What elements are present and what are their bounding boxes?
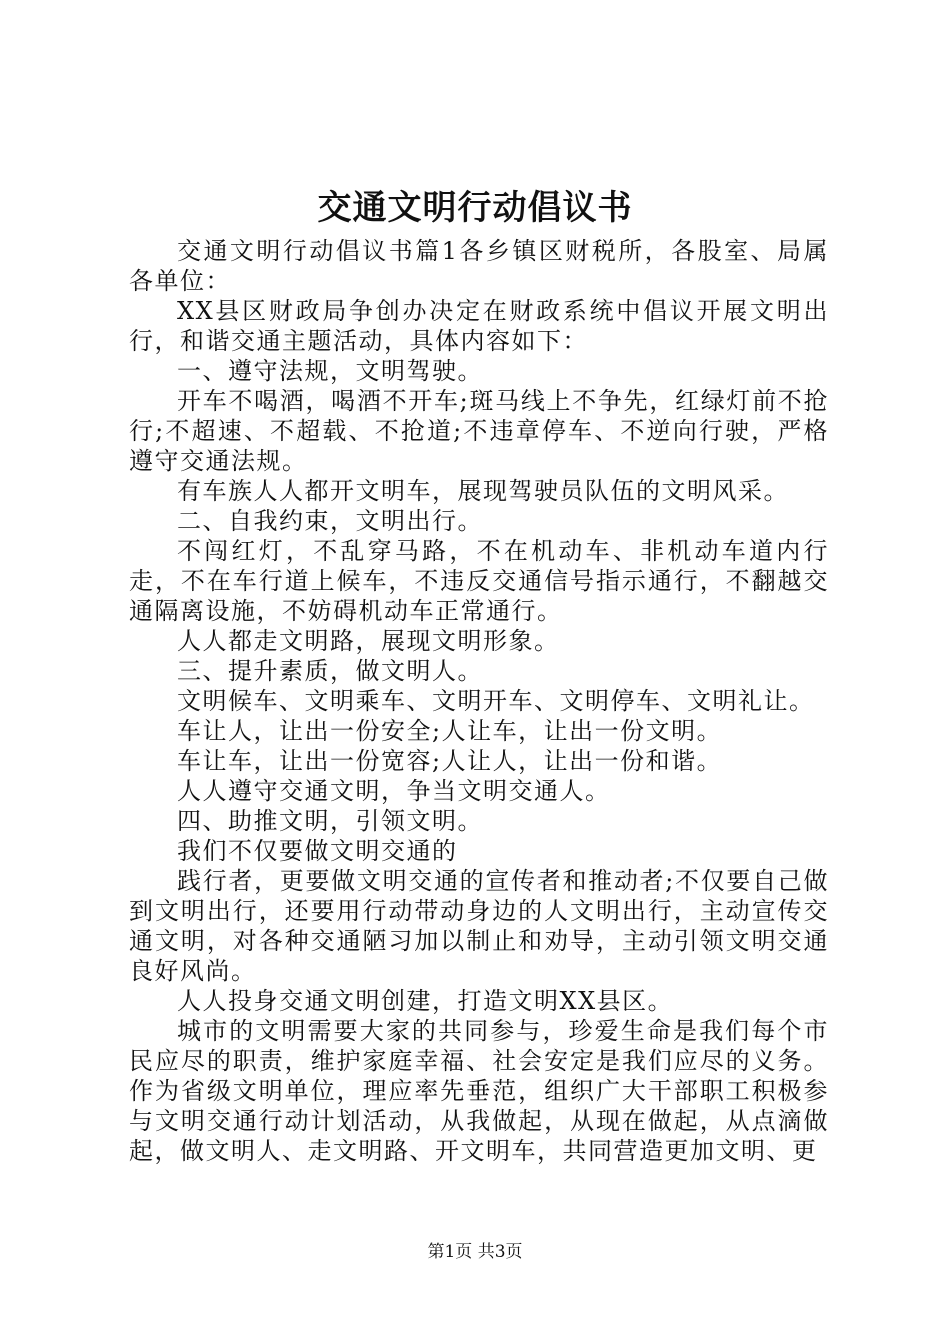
paragraph: 有车族人人都开文明车，展现驾驶员队伍的文明风采。 (177, 477, 789, 505)
paragraph: 车让车，让出一份宽容;人让人，让出一份和谐。 (177, 747, 723, 775)
paragraph: 城市的文明需要大家的共同参与，珍爱生命是我们每个市民应尽的职责，维护家庭幸福、社会安定是我们应尽的义务。作为省级文明单位，理应率先垂范，组织广大干部职工积极参与文明交通行动计划活动，从我做起，从现在做起，从点滴做起，做文明人、走文明路、开文明车，共同营造更加文明、更 (129, 1017, 829, 1165)
document-title: 交通文明行动倡议书 (317, 188, 633, 228)
paragraph: 车让人，让出一份安全;人让车，让出一份文明。 (177, 717, 723, 745)
paragraph: 开车不喝酒，喝酒不开车;斑马线上不争先，红绿灯前不抢行;不超速、不超载、不抢道;不违章停车、不逆向行驶，严格遵守交通法规。 (129, 387, 829, 475)
paragraph: 交通文明行动倡议书篇1各乡镇区财税所，各股室、局属各单位： (129, 237, 829, 295)
paragraph: 践行者，更要做文明交通的宣传者和推动者;不仅要自己做到文明出行，还要用行动带动身边的人文明出行，主动宣传交通文明，对各种交通陋习加以制止和劝导，主动引领文明交通良好风尚。 (129, 867, 829, 985)
paragraph: 人人遵守交通文明，争当文明交通人。 (177, 777, 611, 805)
section-heading: 四、助推文明，引领文明。 (177, 807, 483, 835)
section-heading: 二、自我约束，文明出行。 (177, 507, 483, 535)
paragraph: 文明候车、文明乘车、文明开车、文明停车、文明礼让。 (177, 687, 815, 715)
paragraph: 人人都走文明路，展现文明形象。 (177, 627, 560, 655)
paragraph: 不闯红灯，不乱穿马路，不在机动车、非机动车道内行走，不在车行道上候车，不违反交通信号指示通行，不翻越交通隔离设施，不妨碍机动车正常通行。 (129, 537, 829, 625)
page-footer: 第1页 共3页 (427, 1242, 523, 1262)
paragraph: 人人投身交通文明创建，打造文明XX县区。 (177, 987, 674, 1015)
paragraph: 我们不仅要做文明交通的 (177, 837, 458, 865)
section-heading: 一、遵守法规，文明驾驶。 (177, 357, 483, 385)
paragraph: XX县区财政局争创办决定在财政系统中倡议开展文明出行，和谐交通主题活动，具体内容如下： (129, 297, 829, 355)
section-heading: 三、提升素质，做文明人。 (177, 657, 483, 685)
document-body (129, 236, 829, 1166)
